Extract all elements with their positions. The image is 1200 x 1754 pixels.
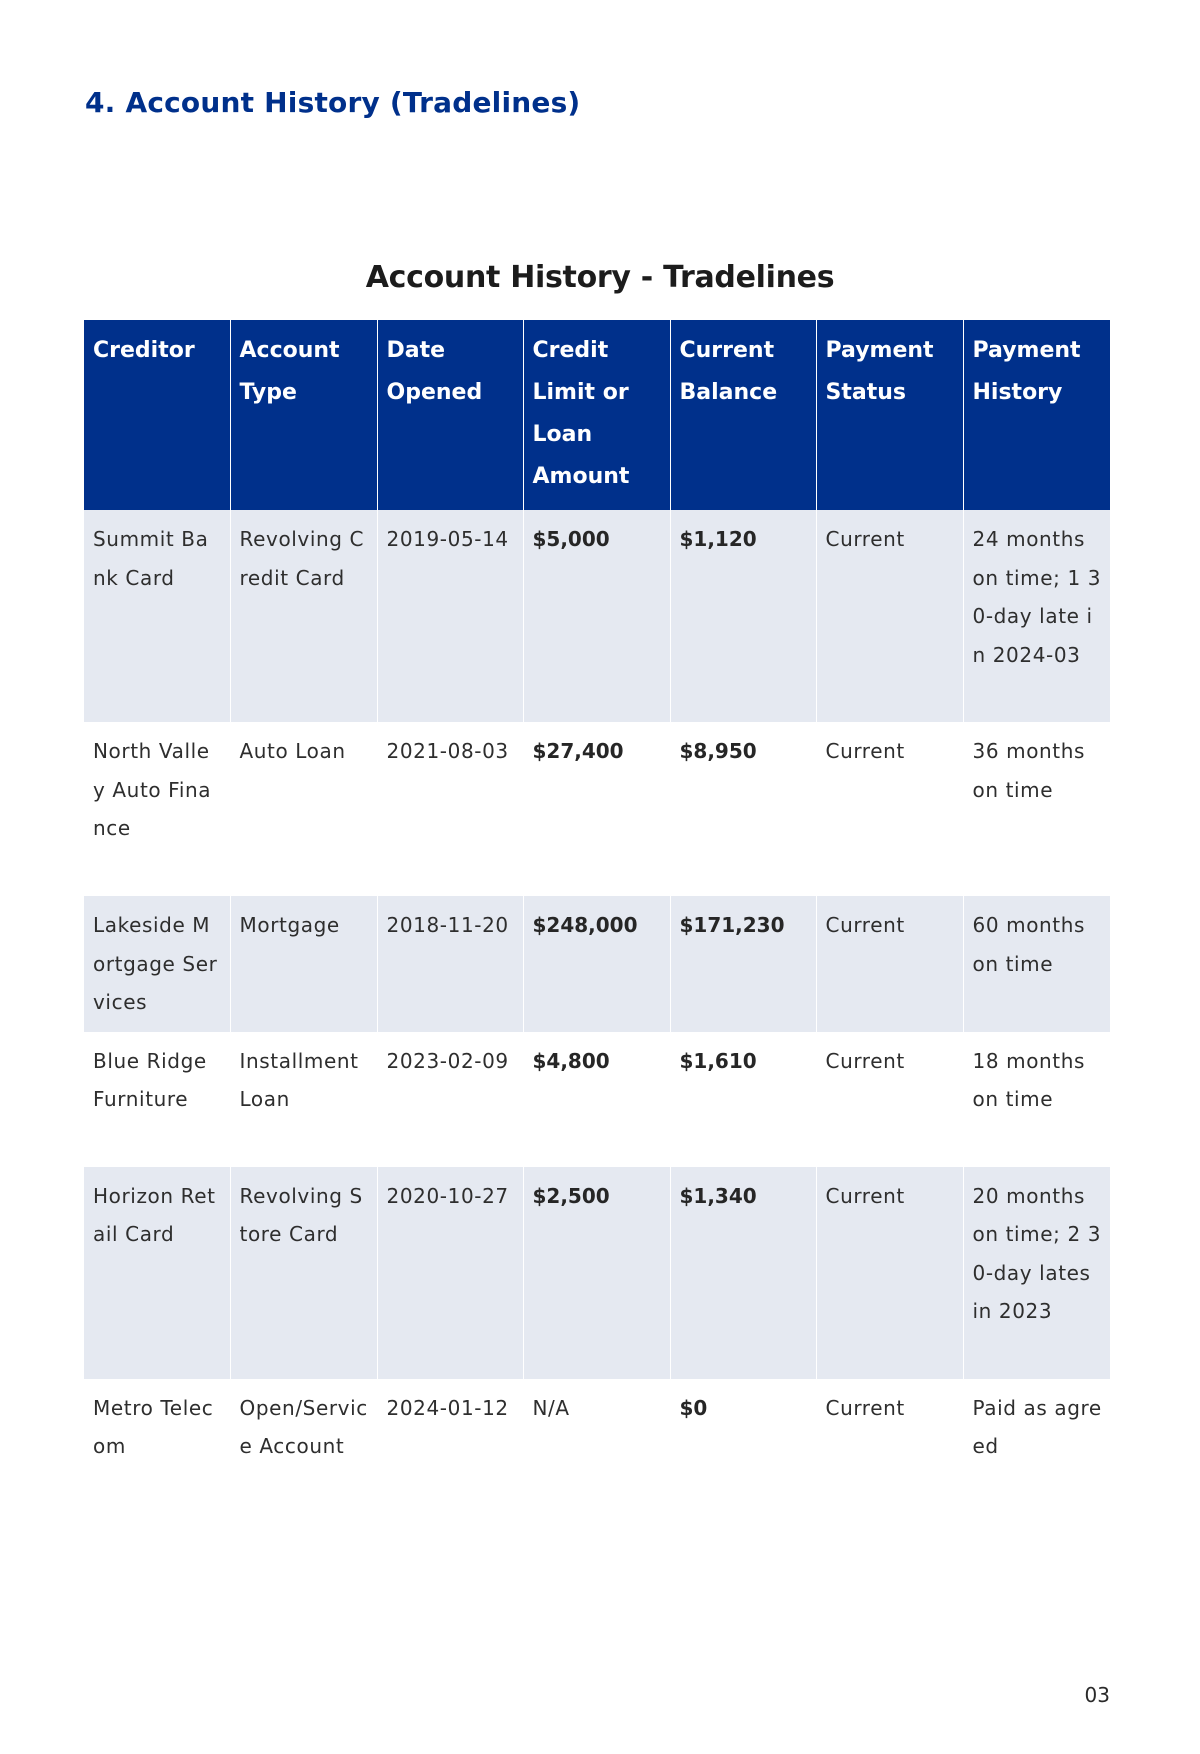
- creditor-cell: Horizon Retail Card: [84, 1167, 230, 1379]
- column-header-account-type: Account Type: [230, 320, 377, 510]
- payment-status-cell: Current: [816, 510, 963, 722]
- table-row: [84, 722, 1110, 896]
- payment-history-cell: 18 months on time: [963, 1032, 1110, 1167]
- account-type-cell: Mortgage: [230, 896, 377, 1032]
- current-balance-cell: $1,120: [670, 510, 816, 722]
- table-title: Account History - Tradelines: [365, 260, 835, 295]
- date-opened-cell: 2018-11-20: [377, 896, 523, 1032]
- credit-limit-cell: $4,800: [523, 1032, 670, 1167]
- section-heading: 4. Account History (Tradelines): [85, 86, 581, 119]
- date-opened-cell: 2021-08-03: [377, 722, 523, 896]
- creditor-cell: Summit Bank Card: [84, 510, 230, 722]
- table-row: [84, 1167, 1110, 1379]
- credit-limit-cell: $2,500: [523, 1167, 670, 1379]
- date-opened-cell: 2023-02-09: [377, 1032, 523, 1167]
- payment-status-cell: Current: [816, 1379, 963, 1514]
- current-balance-cell: $1,340: [670, 1167, 816, 1379]
- table-header-row: [84, 320, 1110, 510]
- credit-limit-cell: $5,000: [523, 510, 670, 722]
- account-type-cell: Open/Service Account: [230, 1379, 377, 1514]
- credit-limit-cell: $27,400: [523, 722, 670, 896]
- payment-history-cell: Paid as agreed: [963, 1379, 1110, 1514]
- account-type-cell: Auto Loan: [230, 722, 377, 896]
- table-row: [84, 1379, 1110, 1514]
- tradelines-table: [84, 320, 1110, 1514]
- account-type-cell: Installment Loan: [230, 1032, 377, 1167]
- creditor-cell: North Valley Auto Finance: [84, 722, 230, 896]
- account-type-cell: Revolving Credit Card: [230, 510, 377, 722]
- current-balance-cell: $8,950: [670, 722, 816, 896]
- column-header-current-balance: Current Balance: [670, 320, 816, 510]
- table-row: [84, 896, 1110, 1032]
- page-number: 03: [1084, 1683, 1110, 1707]
- credit-limit-cell: $248,000: [523, 896, 670, 1032]
- payment-status-cell: Current: [816, 1167, 963, 1379]
- payment-status-cell: Current: [816, 896, 963, 1032]
- column-header-creditor: Creditor: [84, 320, 230, 510]
- credit-limit-cell: N/A: [523, 1379, 670, 1514]
- current-balance-cell: $171,230: [670, 896, 816, 1032]
- payment-history-cell: 36 months on time: [963, 722, 1110, 896]
- date-opened-cell: 2019-05-14: [377, 510, 523, 722]
- date-opened-cell: 2024-01-12: [377, 1379, 523, 1514]
- column-header-payment-history: Payment History: [963, 320, 1110, 510]
- column-header-payment-status: Payment Status: [816, 320, 963, 510]
- creditor-cell: Blue Ridge Furniture: [84, 1032, 230, 1167]
- date-opened-cell: 2020-10-27: [377, 1167, 523, 1379]
- table-row: [84, 1032, 1110, 1167]
- payment-status-cell: Current: [816, 722, 963, 896]
- creditor-cell: Lakeside Mortgage Services: [84, 896, 230, 1032]
- payment-history-cell: 20 months on time; 2 30-day lates in 2023: [963, 1167, 1110, 1379]
- table-row: [84, 510, 1110, 722]
- payment-history-cell: 24 months on time; 1 30-day late in 2024-03: [963, 510, 1110, 722]
- payment-status-cell: Current: [816, 1032, 963, 1167]
- current-balance-cell: $0: [670, 1379, 816, 1514]
- payment-history-cell: 60 months on time: [963, 896, 1110, 1032]
- current-balance-cell: $1,610: [670, 1032, 816, 1167]
- column-header-credit-limit: Credit Limit or Loan Amount: [523, 320, 670, 510]
- creditor-cell: Metro Telecom: [84, 1379, 230, 1514]
- account-type-cell: Revolving Store Card: [230, 1167, 377, 1379]
- column-header-date-opened: Date Opened: [377, 320, 523, 510]
